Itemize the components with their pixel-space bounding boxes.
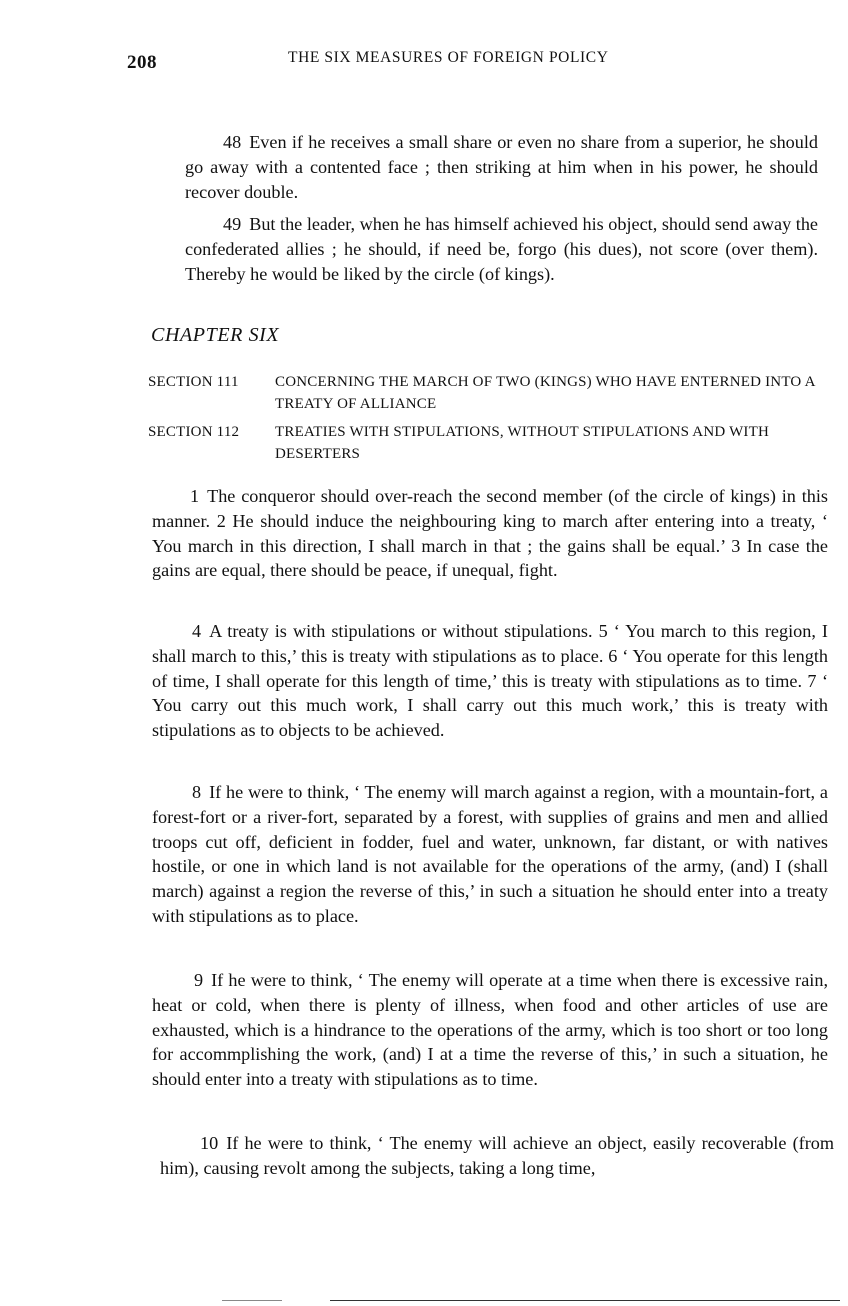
- paragraph-text: Even if he receives a small share or even no share from a superior, he should go away with a contented face ; then striking at him when in his power, he should recover double.: [185, 132, 818, 202]
- section-title: CONCERNING THE MARCH OF TWO (KINGS) WHO HAVE ENTERNED INTO A TREATY OF ALLIANCE: [275, 374, 815, 412]
- section-label: SECTION 112: [148, 424, 240, 440]
- section-heading-111: [148, 371, 815, 415]
- running-head: THE SIX MEASURES OF FOREIGN POLICY: [288, 49, 609, 66]
- bottom-rule: [330, 1300, 840, 1301]
- paragraph-number: 49: [223, 214, 242, 234]
- paragraph-text: If he were to think, ‘ The enemy will operate at a time when there is excessive rain, heat or cold, when there is plenty of illness, when food and other articles of use are exhausted, which is a hindrance to the operations of the army, which is too short or too long for accommplishing the work, (and) I at a time the reverse of this,’ in such a situation, he should enter into a treaty with stipulations as to time.: [152, 970, 828, 1090]
- paragraph-text: But the leader, when he has himself achieved his object, should send away the confederated allies ; he should, if need be, forgo (his dues), not score (over them). Thereby he would be liked by the circle (of kings).: [185, 214, 818, 284]
- paragraph-4: [152, 619, 828, 743]
- paragraph-number: 1: [190, 486, 200, 506]
- bottom-rule-fragment: [222, 1300, 282, 1301]
- paragraph-49: [185, 212, 818, 286]
- paragraph-text: If he were to think, ‘ The enemy will march against a region, with a mountain-fort, a forest-fort or a river-fort, separated by a forest, with supplies of grains and men and allied troops cut off, deficient in fodder, fuel and water, unknown, far distant, or with natives hostile, or one in which land is not available for the operations of the army, (and) I (shall march) against a region the reverse of this,’ in such a situation he should enter into a treaty with stipulations as to place.: [152, 782, 828, 926]
- paragraph-text: A treaty is with stipulations or without stipulations. 5 ‘ You march to this region, I shall march to this,’ this is treaty with stipulations as to place. 6 ‘ You operate for this length of time, I shall operate for this length of time,’ this is treaty with stipulations as to time. 7 ‘ You carry out this much work, I shall carry out this much work,’ this is treaty with stipulations as to objects to be achieved.: [152, 621, 828, 741]
- paragraph-text: The conqueror should over-reach the second member (of the circle of kings) in this manner. 2 He should induce the neighbouring king to march after entering into a treaty, ‘ You march in this direction, I shall march in that ; the gains shall be equal.’ 3 In case the gains are equal, there should be peace, if unequal, fight.: [152, 486, 828, 581]
- paragraph-number: 48: [223, 132, 242, 152]
- page-number: 208: [127, 52, 157, 73]
- paragraph-1: [152, 484, 828, 583]
- section-label: SECTION 111: [148, 374, 239, 390]
- section-title: TREATIES WITH STIPULATIONS, WITHOUT STIPULATIONS AND WITH DESERTERS: [275, 424, 770, 462]
- paragraph-number: 8: [192, 782, 202, 802]
- chapter-title: CHAPTER SIX: [151, 324, 280, 346]
- paragraph-number: 9: [194, 970, 204, 990]
- paragraph-48: [185, 130, 818, 204]
- paragraph-number: 4: [192, 621, 202, 641]
- paragraph-10: [160, 1131, 834, 1181]
- paragraph-9: [152, 968, 828, 1092]
- paragraph-8: [152, 780, 828, 929]
- paragraph-number: 10: [200, 1133, 219, 1153]
- paragraph-text: If he were to think, ‘ The enemy will achieve an object, easily recoverable (from him), causing revolt among the subjects, taking a long time,: [160, 1133, 834, 1178]
- section-heading-112: [148, 421, 815, 465]
